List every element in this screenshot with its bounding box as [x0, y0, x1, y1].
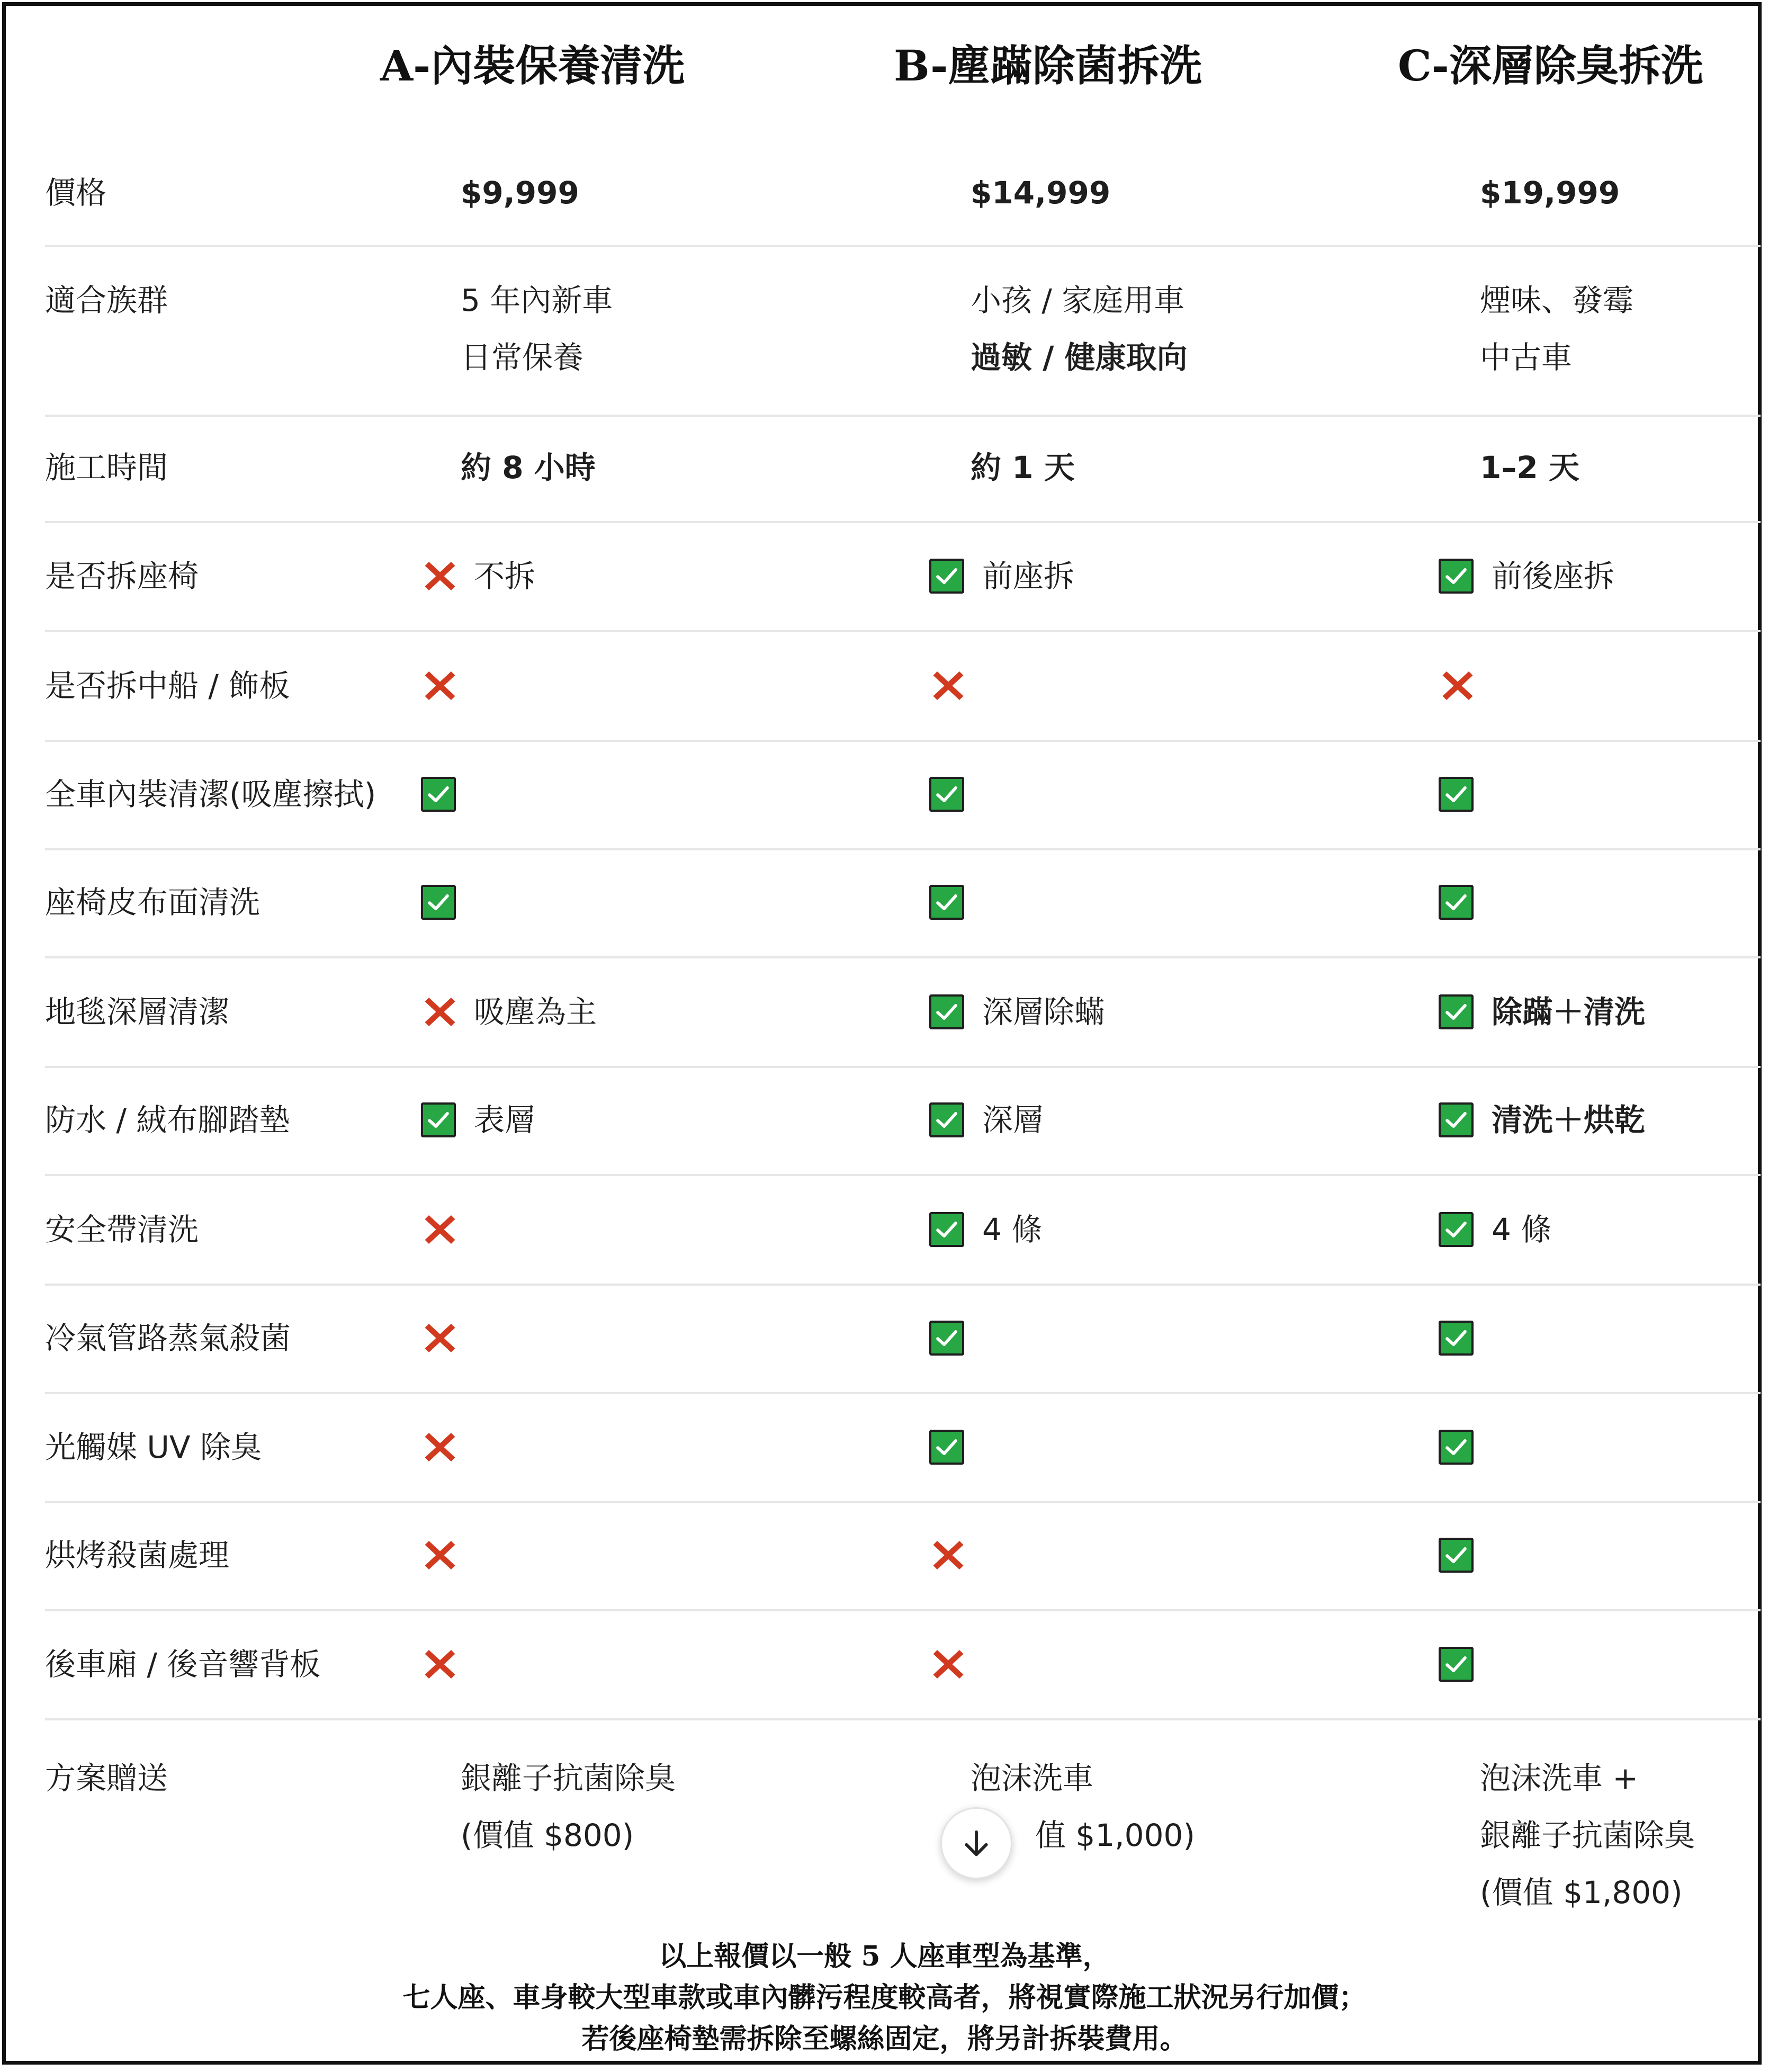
row-label: 防水 / 絨布腳踏墊 — [45, 1102, 290, 1138]
check-icon — [1439, 885, 1474, 920]
gift-c-line3: (價值 $1,800) — [1480, 1874, 1683, 1910]
plan-c-header: C-深層除臭拆洗 — [1398, 41, 1703, 91]
check-icon — [1439, 559, 1474, 594]
cell-text: 表層 — [474, 1102, 536, 1138]
cell-text: 前座拆 — [982, 558, 1075, 594]
row-ac-steam — [45, 1309, 1761, 1394]
cross-icon — [421, 993, 459, 1031]
row-label: 方案贈送 — [45, 1760, 168, 1796]
row-seat-fabric — [45, 874, 1761, 958]
row-seatbelt — [45, 1201, 1761, 1286]
row-label: 是否拆中船 / 飾板 — [45, 668, 290, 704]
duration-c: 1–2 天 — [1480, 450, 1579, 486]
cell-text: 4 條 — [982, 1212, 1043, 1248]
row-label: 後車廂 / 後音響背板 — [45, 1646, 321, 1682]
cross-icon — [421, 667, 459, 705]
row-gift — [45, 1750, 1761, 1924]
row-console-removal — [45, 657, 1761, 742]
cell-text: 吸塵為主 — [474, 994, 597, 1030]
check-icon — [929, 1102, 964, 1137]
plan-b-header: B-塵蹣除菌拆洗 — [894, 41, 1202, 91]
target-c-line1: 煙味、發霉 — [1480, 282, 1634, 318]
price-c: $19,999 — [1480, 175, 1620, 211]
gift-b-line1: 泡沫洗車 — [971, 1760, 1094, 1796]
row-interior-clean — [45, 766, 1761, 850]
row-label: 安全帶清洗 — [45, 1212, 199, 1248]
check-icon — [929, 559, 964, 594]
target-a-line1: 5 年內新車 — [461, 282, 613, 318]
row-bake — [45, 1527, 1761, 1611]
gift-c-line1: 泡沫洗車 + — [1480, 1760, 1639, 1796]
cell-text: 前後座拆 — [1492, 558, 1615, 594]
row-label: 全車內裝清潔(吸塵擦拭) — [45, 776, 376, 812]
cross-icon — [421, 1645, 459, 1683]
check-icon — [1439, 1102, 1474, 1137]
cross-icon — [929, 1536, 967, 1574]
row-floor-mats — [45, 1091, 1761, 1176]
cell-text: 不拆 — [474, 558, 536, 594]
cross-icon — [929, 1645, 967, 1683]
cell-text: 深層 — [982, 1102, 1044, 1138]
check-icon — [1439, 1212, 1474, 1247]
duration-a: 約 8 小時 — [461, 450, 596, 486]
check-icon — [1439, 1321, 1474, 1356]
row-target — [45, 272, 1761, 417]
row-label: 地毯深層清潔 — [45, 994, 230, 1030]
row-trunk — [45, 1636, 1761, 1720]
arrow-down-icon — [959, 1826, 993, 1860]
gift-a-line2: (價值 $800) — [461, 1817, 634, 1853]
footer-note-line2: 七人座、車身較大型車款或車內髒污程度較高者，將視實際施工狀況另行加價； — [402, 1981, 1367, 2014]
row-label: 冷氣管路蒸氣殺菌 — [45, 1320, 291, 1356]
row-label: 烘烤殺菌處理 — [45, 1537, 230, 1573]
check-icon — [1439, 994, 1474, 1029]
row-label: 適合族群 — [45, 282, 168, 318]
target-b-line2: 過敏 / 健康取向 — [971, 339, 1188, 375]
price-a: $9,999 — [461, 175, 579, 211]
row-label: 座椅皮布面清洗 — [45, 884, 261, 920]
scroll-down-button[interactable] — [940, 1807, 1012, 1879]
check-icon — [929, 1321, 964, 1356]
check-icon — [421, 777, 456, 812]
cross-icon — [421, 1210, 459, 1249]
cross-icon — [1439, 667, 1477, 705]
plan-a-header: A-內裝保養清洗 — [380, 41, 685, 91]
cross-icon — [421, 1319, 459, 1357]
check-icon — [1439, 777, 1474, 812]
row-label: 價格 — [45, 175, 107, 211]
cross-icon — [421, 1428, 459, 1466]
target-b-line1: 小孩 / 家庭用車 — [971, 282, 1185, 318]
gift-a-line1: 銀離子抗菌除臭 — [461, 1760, 676, 1796]
check-icon — [929, 994, 964, 1029]
check-icon — [421, 885, 456, 920]
check-icon — [421, 1102, 456, 1137]
duration-b: 約 1 天 — [971, 450, 1075, 486]
gift-c-line2: 銀離子抗菌除臭 — [1480, 1817, 1695, 1853]
row-carpet — [45, 983, 1761, 1068]
check-icon — [929, 777, 964, 812]
row-duration — [45, 439, 1761, 523]
cell-text: 清洗＋烘乾 — [1492, 1102, 1646, 1138]
check-icon — [1439, 1430, 1474, 1465]
cross-icon — [421, 557, 459, 595]
target-c-line2: 中古車 — [1480, 339, 1573, 375]
cell-text: 深層除蟎 — [982, 994, 1106, 1030]
price-b: $14,999 — [971, 175, 1111, 211]
cell-text: 4 條 — [1492, 1212, 1552, 1248]
row-price — [45, 164, 1761, 247]
footer-note-line3: 若後座椅墊需拆除至螺絲固定，將另計拆裝費用。 — [581, 2023, 1188, 2055]
row-seat-removal — [45, 548, 1761, 632]
footer-note-line1: 以上報價以一般 5 人座車型為基準， — [659, 1940, 1110, 1972]
check-icon — [1439, 1647, 1474, 1682]
cross-icon — [929, 667, 967, 705]
gift-b-line2: 值 $1,000) — [1035, 1817, 1196, 1853]
row-label: 光觸媒 UV 除臭 — [45, 1429, 262, 1465]
cross-icon — [421, 1536, 459, 1574]
check-icon — [929, 1212, 964, 1247]
cell-text: 除蹣＋清洗 — [1492, 994, 1646, 1030]
target-a-line2: 日常保養 — [461, 339, 584, 375]
row-label: 施工時間 — [45, 450, 168, 486]
check-icon — [1439, 1538, 1474, 1573]
check-icon — [929, 1430, 964, 1465]
row-label: 是否拆座椅 — [45, 558, 199, 594]
row-uv-photo — [45, 1419, 1761, 1503]
check-icon — [929, 885, 964, 920]
